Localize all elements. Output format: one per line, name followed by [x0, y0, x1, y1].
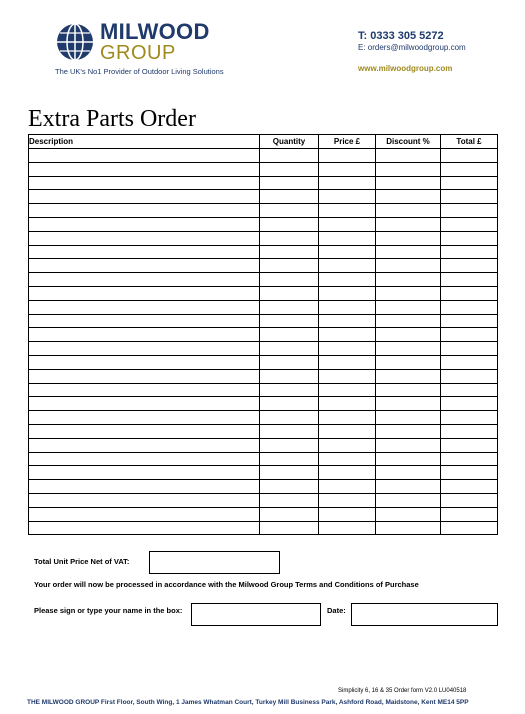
total-cell[interactable]: [441, 273, 498, 287]
quantity-cell[interactable]: [260, 300, 319, 314]
description-cell[interactable]: [29, 411, 260, 425]
price-cell[interactable]: [319, 231, 376, 245]
quantity-cell[interactable]: [260, 493, 319, 507]
total-cell[interactable]: [441, 231, 498, 245]
total-cell[interactable]: [441, 397, 498, 411]
quantity-cell[interactable]: [260, 342, 319, 356]
discount-cell[interactable]: [376, 328, 441, 342]
table-row: [29, 507, 498, 521]
contact-website: www.milwoodgroup.com: [358, 64, 453, 73]
discount-cell[interactable]: [376, 507, 441, 521]
table-row: [29, 466, 498, 480]
table-row: [29, 383, 498, 397]
quantity-cell[interactable]: [260, 190, 319, 204]
date-label: Date:: [327, 606, 346, 615]
total-cell[interactable]: [441, 452, 498, 466]
total-cell[interactable]: [441, 162, 498, 176]
description-cell[interactable]: [29, 521, 260, 535]
total-cell[interactable]: [441, 411, 498, 425]
description-cell[interactable]: [29, 342, 260, 356]
total-price-label: Total Unit Price Net of VAT:: [34, 557, 130, 566]
brand-name-line2: GROUP: [100, 42, 176, 64]
price-cell[interactable]: [319, 452, 376, 466]
price-cell[interactable]: [319, 162, 376, 176]
discount-cell[interactable]: [376, 245, 441, 259]
description-cell[interactable]: [29, 231, 260, 245]
quantity-cell[interactable]: [260, 273, 319, 287]
discount-cell[interactable]: [376, 466, 441, 480]
discount-cell[interactable]: [376, 314, 441, 328]
total-cell[interactable]: [441, 217, 498, 231]
price-cell[interactable]: [319, 259, 376, 273]
price-cell[interactable]: [319, 176, 376, 190]
description-cell[interactable]: [29, 383, 260, 397]
form-title: Extra Parts Order: [28, 106, 196, 132]
table-row: [29, 273, 498, 287]
signature-field[interactable]: [191, 603, 321, 626]
price-cell[interactable]: [319, 190, 376, 204]
quantity-cell[interactable]: [260, 480, 319, 494]
total-cell[interactable]: [441, 176, 498, 190]
price-cell[interactable]: [319, 355, 376, 369]
contact-phone: T: 0333 305 5272: [358, 30, 444, 42]
table-row: [29, 521, 498, 535]
table-row: [29, 328, 498, 342]
discount-cell[interactable]: [376, 162, 441, 176]
price-cell[interactable]: [319, 480, 376, 494]
price-cell[interactable]: [319, 493, 376, 507]
description-cell[interactable]: [29, 480, 260, 494]
total-cell[interactable]: [441, 149, 498, 163]
price-cell[interactable]: [319, 424, 376, 438]
price-cell[interactable]: [319, 397, 376, 411]
total-cell[interactable]: [441, 286, 498, 300]
price-cell[interactable]: [319, 204, 376, 218]
discount-cell[interactable]: [376, 383, 441, 397]
total-cell[interactable]: [441, 190, 498, 204]
price-cell[interactable]: [319, 245, 376, 259]
table-header-row: [29, 135, 498, 149]
description-cell[interactable]: [29, 466, 260, 480]
contact-email: E: orders@milwoodgroup.com: [358, 43, 466, 52]
quantity-cell[interactable]: [260, 259, 319, 273]
table-row: [29, 342, 498, 356]
date-field[interactable]: [351, 603, 498, 626]
total-cell[interactable]: [441, 314, 498, 328]
quantity-cell[interactable]: [260, 245, 319, 259]
signature-label: Please sign or type your name in the box:: [34, 606, 183, 615]
quantity-cell[interactable]: [260, 438, 319, 452]
discount-cell[interactable]: [376, 480, 441, 494]
description-cell[interactable]: [29, 149, 260, 163]
discount-cell[interactable]: [376, 217, 441, 231]
price-cell[interactable]: [319, 521, 376, 535]
brand-name-line1: MILWOOD: [100, 19, 210, 44]
quantity-cell[interactable]: [260, 355, 319, 369]
column-header-total: Total £: [441, 135, 498, 149]
terms-notice: Your order will now be processed in accordance with the Milwood Group Terms and Conditions of Purchase: [34, 580, 419, 589]
description-cell[interactable]: [29, 355, 260, 369]
discount-cell[interactable]: [376, 397, 441, 411]
discount-cell[interactable]: [376, 190, 441, 204]
discount-cell[interactable]: [376, 424, 441, 438]
quantity-cell[interactable]: [260, 452, 319, 466]
total-cell[interactable]: [441, 438, 498, 452]
description-cell[interactable]: [29, 162, 260, 176]
description-cell[interactable]: [29, 176, 260, 190]
table-row: [29, 217, 498, 231]
price-cell[interactable]: [319, 507, 376, 521]
price-cell[interactable]: [319, 411, 376, 425]
discount-cell[interactable]: [376, 369, 441, 383]
total-cell[interactable]: [441, 521, 498, 535]
quantity-cell[interactable]: [260, 369, 319, 383]
price-cell[interactable]: [319, 217, 376, 231]
quantity-cell[interactable]: [260, 521, 319, 535]
quantity-cell[interactable]: [260, 397, 319, 411]
discount-cell[interactable]: [376, 231, 441, 245]
price-cell[interactable]: [319, 342, 376, 356]
price-cell[interactable]: [319, 369, 376, 383]
price-cell[interactable]: [319, 383, 376, 397]
description-cell[interactable]: [29, 190, 260, 204]
order-table-body: [29, 149, 498, 535]
total-cell[interactable]: [441, 383, 498, 397]
description-cell[interactable]: [29, 259, 260, 273]
description-cell[interactable]: [29, 424, 260, 438]
quantity-cell[interactable]: [260, 286, 319, 300]
table-row: [29, 493, 498, 507]
description-cell[interactable]: [29, 438, 260, 452]
discount-cell[interactable]: [376, 452, 441, 466]
price-cell[interactable]: [319, 314, 376, 328]
table-row: [29, 369, 498, 383]
brand-tagline: The UK's No1 Provider of Outdoor Living Solutions: [55, 67, 224, 76]
discount-cell[interactable]: [376, 149, 441, 163]
table-row: [29, 438, 498, 452]
description-cell[interactable]: [29, 328, 260, 342]
total-cell[interactable]: [441, 300, 498, 314]
order-table: [28, 134, 498, 535]
column-header-discount: Discount %: [376, 135, 441, 149]
total-cell[interactable]: [441, 369, 498, 383]
description-cell[interactable]: [29, 493, 260, 507]
total-cell[interactable]: [441, 328, 498, 342]
company-address: THE MILWOOD GROUP First Floor, South Wing, 1 James Whatman Court, Turkey Mill Business Park, Ashford Road, Maidstone, Kent ME14 5PP: [27, 699, 469, 706]
description-cell[interactable]: [29, 286, 260, 300]
quantity-cell[interactable]: [260, 411, 319, 425]
total-cell[interactable]: [441, 245, 498, 259]
column-header-quantity: Quantity: [260, 135, 319, 149]
total-cell[interactable]: [441, 259, 498, 273]
quantity-cell[interactable]: [260, 424, 319, 438]
total-cell[interactable]: [441, 355, 498, 369]
table-row: [29, 424, 498, 438]
price-cell[interactable]: [319, 286, 376, 300]
column-header-description: Description: [29, 135, 260, 149]
globe-logo-icon: [55, 22, 95, 62]
table-row: [29, 231, 498, 245]
table-row: [29, 452, 498, 466]
total-cell[interactable]: [441, 204, 498, 218]
description-cell[interactable]: [29, 217, 260, 231]
quantity-cell[interactable]: [260, 162, 319, 176]
description-cell[interactable]: [29, 204, 260, 218]
table-row: [29, 149, 498, 163]
description-cell[interactable]: [29, 452, 260, 466]
price-cell[interactable]: [319, 273, 376, 287]
total-cell[interactable]: [441, 342, 498, 356]
quantity-cell[interactable]: [260, 314, 319, 328]
price-cell[interactable]: [319, 300, 376, 314]
quantity-cell[interactable]: [260, 328, 319, 342]
discount-cell[interactable]: [376, 342, 441, 356]
quantity-cell[interactable]: [260, 383, 319, 397]
price-cell[interactable]: [319, 466, 376, 480]
table-row: [29, 259, 498, 273]
description-cell[interactable]: [29, 300, 260, 314]
table-row: [29, 397, 498, 411]
total-cell[interactable]: [441, 507, 498, 521]
table-row: [29, 162, 498, 176]
description-cell[interactable]: [29, 397, 260, 411]
description-cell[interactable]: [29, 245, 260, 259]
total-cell[interactable]: [441, 480, 498, 494]
discount-cell[interactable]: [376, 259, 441, 273]
quantity-cell[interactable]: [260, 149, 319, 163]
table-row: [29, 300, 498, 314]
discount-cell[interactable]: [376, 286, 441, 300]
total-cell[interactable]: [441, 424, 498, 438]
quantity-cell[interactable]: [260, 217, 319, 231]
column-header-price: Price £: [319, 135, 376, 149]
quantity-cell[interactable]: [260, 466, 319, 480]
table-row: [29, 286, 498, 300]
total-price-field[interactable]: [149, 551, 280, 574]
table-row: [29, 411, 498, 425]
quantity-cell[interactable]: [260, 204, 319, 218]
price-cell[interactable]: [319, 328, 376, 342]
discount-cell[interactable]: [376, 521, 441, 535]
table-row: [29, 480, 498, 494]
discount-cell[interactable]: [376, 273, 441, 287]
total-cell[interactable]: [441, 466, 498, 480]
form-reference: Simplicity 6, 16 & 35 Order form V2.0 LU040518: [338, 688, 467, 694]
description-cell[interactable]: [29, 273, 260, 287]
quantity-cell[interactable]: [260, 176, 319, 190]
discount-cell[interactable]: [376, 438, 441, 452]
table-row: [29, 190, 498, 204]
table-row: [29, 176, 498, 190]
table-row: [29, 245, 498, 259]
table-row: [29, 314, 498, 328]
discount-cell[interactable]: [376, 355, 441, 369]
table-row: [29, 355, 498, 369]
discount-cell[interactable]: [376, 411, 441, 425]
discount-cell[interactable]: [376, 300, 441, 314]
discount-cell[interactable]: [376, 176, 441, 190]
discount-cell[interactable]: [376, 493, 441, 507]
description-cell[interactable]: [29, 314, 260, 328]
price-cell[interactable]: [319, 438, 376, 452]
discount-cell[interactable]: [376, 204, 441, 218]
quantity-cell[interactable]: [260, 231, 319, 245]
price-cell[interactable]: [319, 149, 376, 163]
table-row: [29, 204, 498, 218]
total-cell[interactable]: [441, 493, 498, 507]
quantity-cell[interactable]: [260, 507, 319, 521]
description-cell[interactable]: [29, 369, 260, 383]
description-cell[interactable]: [29, 507, 260, 521]
